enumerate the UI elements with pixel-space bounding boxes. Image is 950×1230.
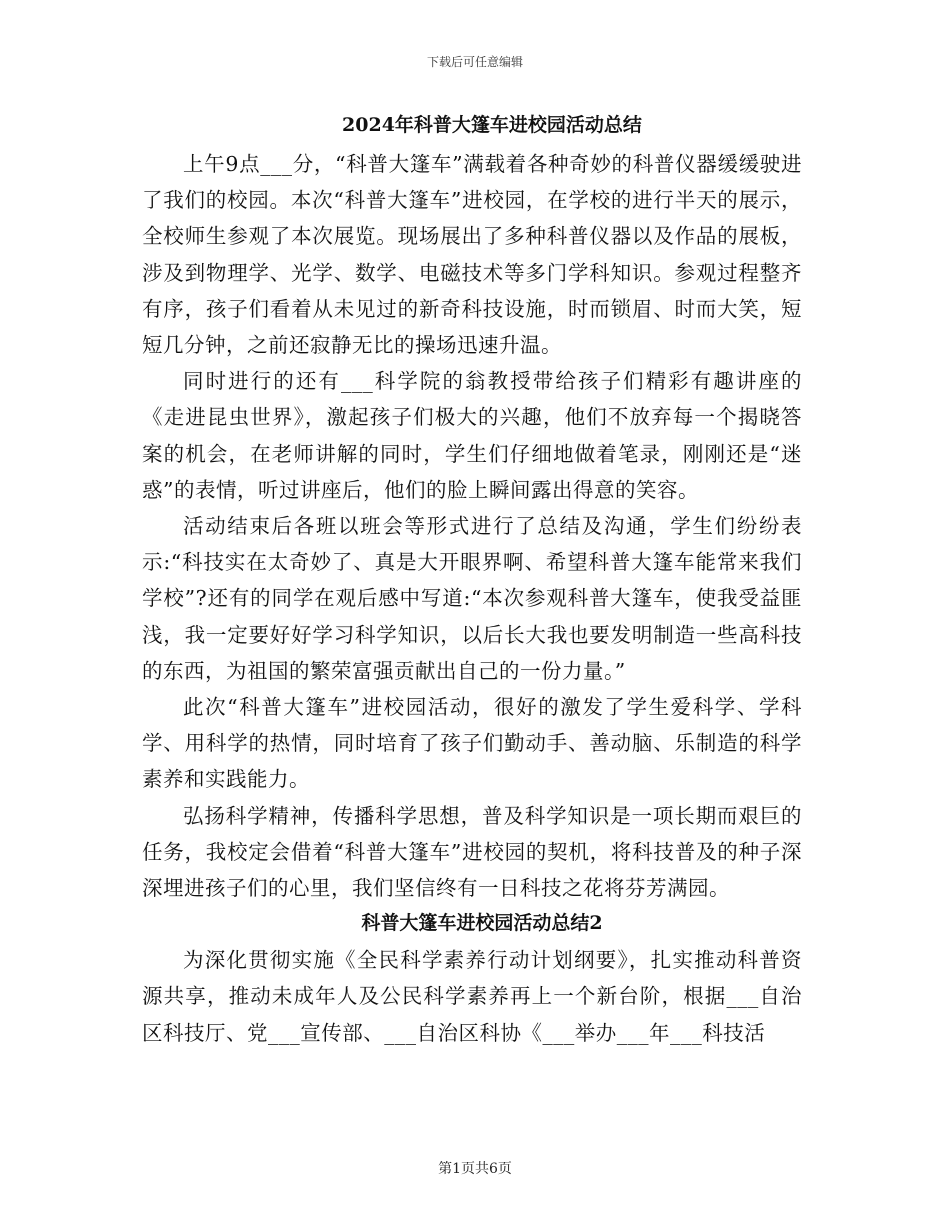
paragraph-5: 弘扬科学精神，传播科学思想，普及科学知识是一项长期而艰巨的任务，我校定会借着“科普大篷车”进校园的契机，将科技普及的种子深深埋进孩子们的心里，我们坚信终有一日科技之花将芬芳满园。	[142, 803, 802, 901]
section-2-paragraph: 为深化贯彻实施《全民科学素养行动计划纲要》，扎实推动科普资源共享，推动未成年人及公民科学素养再上一个新台阶，根据___自治区科技厅、党___宣传部、___自治区科协《___举办___年___科技活	[142, 948, 802, 1045]
page-number: 第1页共6页	[438, 1161, 512, 1177]
section-2-title: 科普大篷车进校园活动总结2	[361, 912, 603, 935]
paragraph-1: 上午9点___分，“科普大篷车”满载着各种奇妙的科普仪器缓缓驶进了我们的校园。本次“科普大篷车”进校园，在学校的进行半天的展示，全校师生参观了本次展览。现场展出了多种科普仪器以及作品的展板，涉及到物理学、光学、数学、电磁技术等多门学科知识。参观过程整齐有序，孩子们看着从未见过的新奇科技设施，时而锁眉、时而大笑，短短几分钟，之前还寂静无比的操场迅速升温。	[142, 152, 802, 358]
paragraph-3: 活动结束后各班以班会等形式进行了总结及沟通，学生们纷纷表示:“科技实在太奇妙了、真是大开眼界啊、希望科普大篷车能常来我们学校”?还有的同学在观后感中写道:“本次参观科普大篷车，使我受益匪浅，我一定要好好学习科学知识，以后长大我也要发明制造一些高科技的东西，为祖国的繁荣富强贡献出自己的一份力量。”	[142, 514, 802, 683]
header-note: 下载后可任意编辑	[426, 55, 523, 69]
document-title: 2024年科普大篷车进校园活动总结	[342, 114, 642, 136]
document-body	[142, 108, 802, 1051]
paragraph-4: 此次“科普大篷车”进校园活动，很好的激发了学生爱科学、学科学、用科学的热情，同时培育了孩子们勤动手、善动脑、乐制造的科学素养和实践能力。	[142, 695, 802, 792]
paragraph-2: 同时进行的还有___科学院的翁教授带给孩子们精彩有趣讲座的《走进昆虫世界》，激起孩子们极大的兴趣，他们不放弃每一个揭晓答案的机会，在老师讲解的同时，学生们仔细地做着笔录，刚刚还是“迷惑”的表情，听过讲座后，他们的脸上瞬间露出得意的笑容。	[142, 369, 802, 502]
